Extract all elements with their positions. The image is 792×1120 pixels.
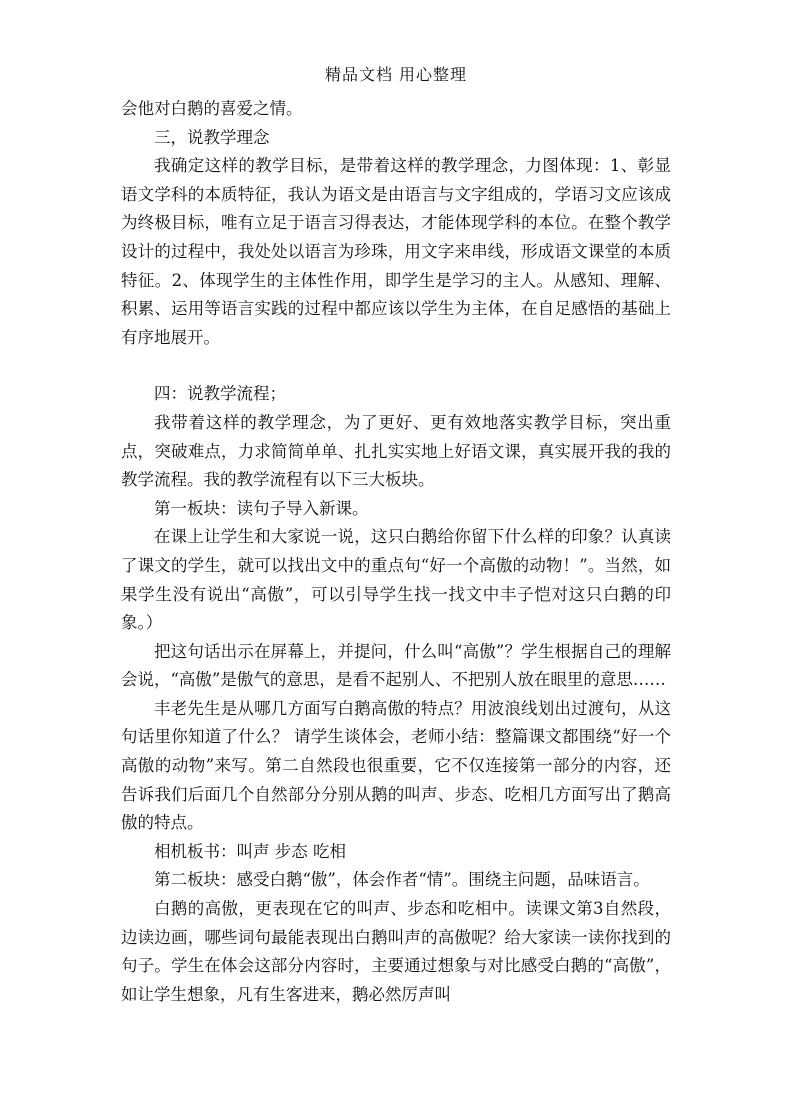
paragraph-gap [121,352,671,380]
section-heading-teaching-philosophy: 三，说教学理念 [154,127,270,147]
paragraph-first-block: 在课上让学生和大家说一说，这只白鹅给你留下什么样的印象？认真读了课文的学生，就可以找出文中的重点句“好一个高傲的动物！”。当然，如果学生没有说出“高傲”，可以引导学生找一找文中丰子恺对这只白鹅的印象。） [121,527,671,633]
paragraph-continuation: 会他对白鹅的喜爱之情。 [121,99,303,118]
paragraph-board-notes: 相机板书：叫声 步态 吃相 [154,841,346,861]
paragraph-second-block: 白鹅的高傲，更表现在它的叫声、步态和吃相中。读课文第3自然段，边读边画，哪些词句最能表现出白鹅叫声的高傲呢？给大家读一读你找到的句子。学生在体会这部分内容时，主要通过想象与对比感受白鹅的“高傲”，如让学生想象，凡有生客进来，鹅必然厉声叫 [121,899,671,1004]
paragraph-proud-meaning: 把这句话出示在屏幕上，并提问，什么叫“高傲”？学生根据自己的理解会说，“高傲”是傲气的意思，是看不起别人、不把别人放在眼里的意思…… [121,641,671,690]
paragraph-transition: 丰老先生是从哪几方面写白鹅高傲的特点？用波浪线划出过渡句，从这句话里你知道了什么？ 请学生谈体会，老师小结：整篇课文都围绕“好一个高傲的动物”来写。第二自然段也很重要，它不仅连接第一部分的内容，还告诉我们后面几个自然部分分别从鹅的叫声、步态、吃相几方面写出了鹅高傲的特点。 [121,698,671,833]
block-heading-first: 第一板块：读句子导入新课。 [154,498,369,518]
document-body [121,95,671,1009]
page-header: 精品文档 用心整理 [324,65,468,84]
section-heading-teaching-process: 四：说教学流程； [154,384,286,404]
paragraph-philosophy: 我确定这样的教学目标，是带着这样的教学理念，力图体现：1、彰显语文学科的本质特征，我认为语文是由语言与文字组成的，学语习文应该成为终极目标，唯有立足于语言习得表达，才能体现学科的本位。在整个教学设计的过程中，我处处以语言为珍珠，用文字来串线，形成语文课堂的本质特征。2、体现学生的主体性作用，即学生是学习的主人。从感知、理解、积累、运用等语言实践的过程中都应该以学生为主体，在自足感悟的基础上有序地展开。 [121,156,671,347]
paragraph-process-intro: 我带着这样的教学理念，为了更好、更有效地落实教学目标，突出重点，突破难点，力求简简单单、扎扎实实地上好语文课，真实展开我的我的教学流程。我的教学流程有以下三大板块。 [121,412,671,490]
block-heading-second: 第二板块：感受白鹅“傲”，体会作者“情”。围绕主问题，品味语言。 [154,870,650,890]
